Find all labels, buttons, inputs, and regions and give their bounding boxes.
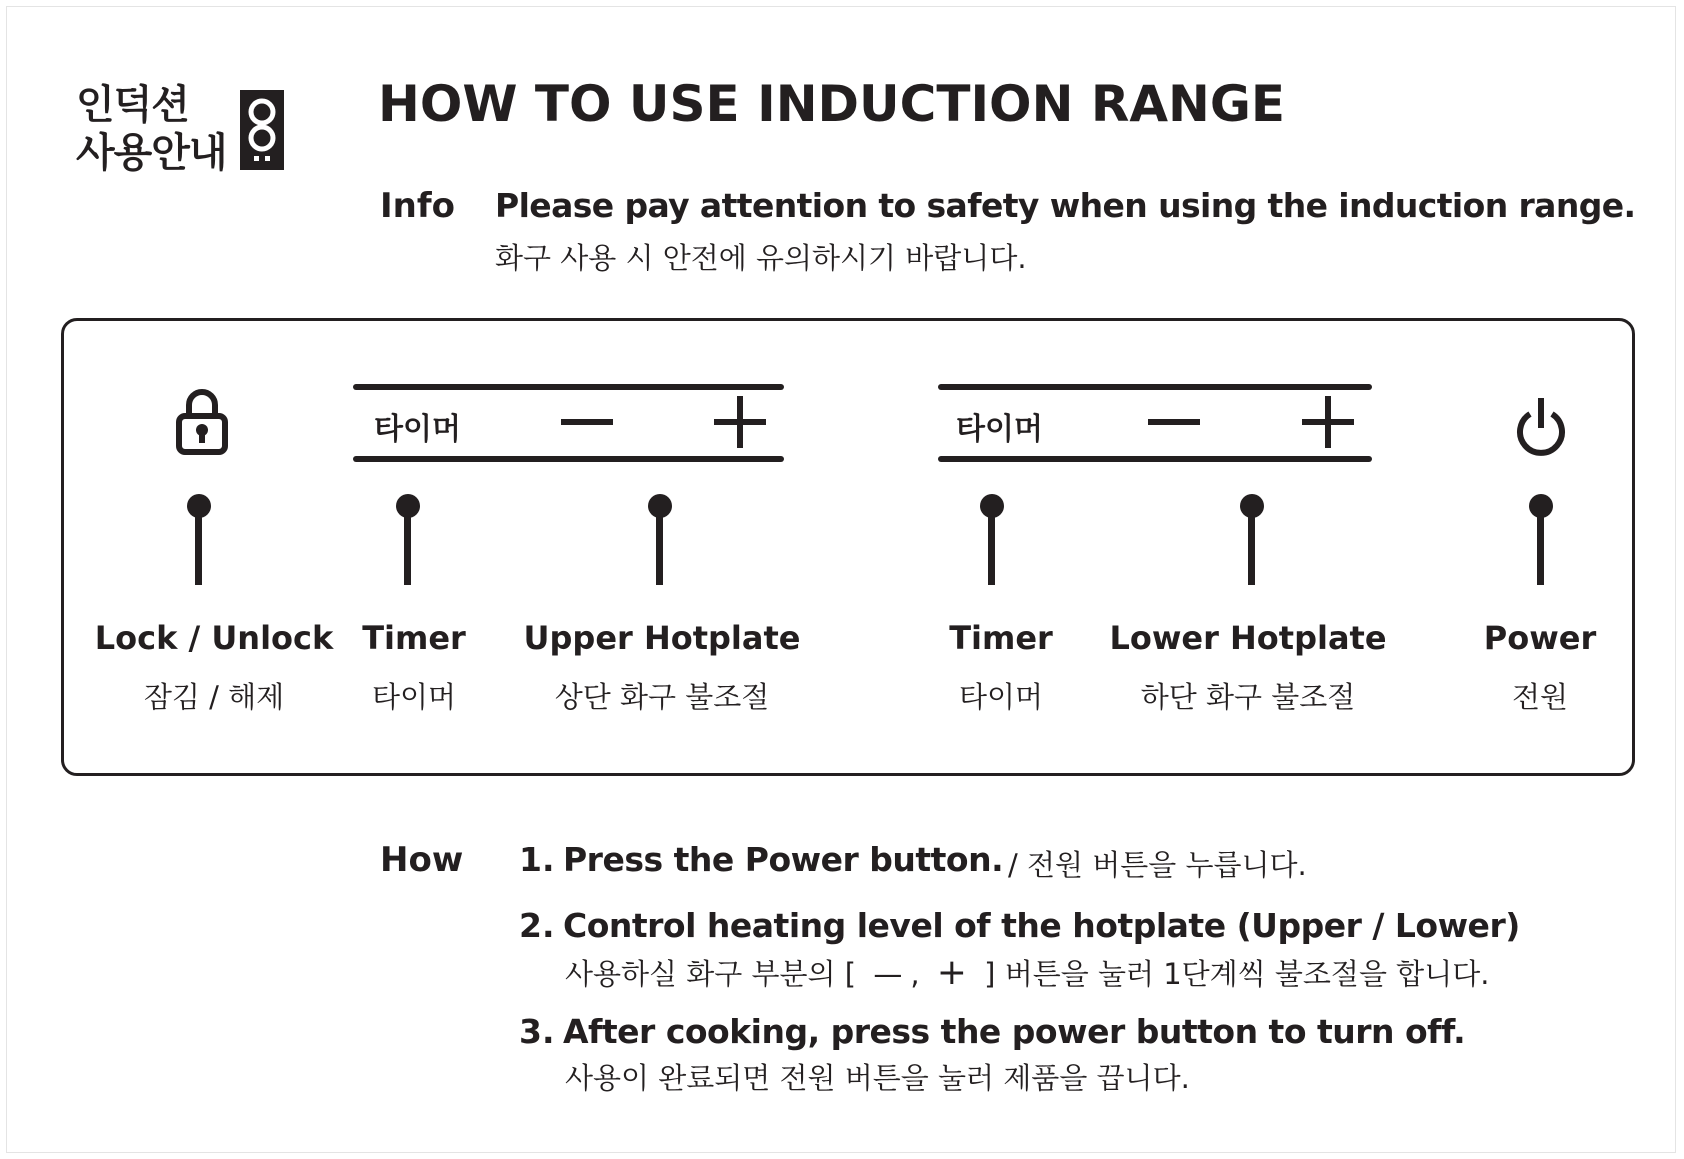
step-3-text: After cooking, press the power button to turn off.: [563, 1012, 1466, 1051]
label-upper-timer-kr: 타이머: [371, 680, 457, 714]
kr-title-line1: 인덕션: [76, 82, 189, 128]
step-2-text: Control heating level of the hotplate (Upper / Lower): [563, 906, 1520, 945]
upper-timer-pointer-stem: [404, 505, 411, 585]
lower-timer-pointer-stem: [988, 505, 995, 585]
label-lower-timer: Timer: [949, 619, 1053, 657]
comma-symbol: ,: [910, 957, 920, 991]
label-upper-hotplate-kr: 상단 화구 불조절: [554, 680, 770, 714]
label-upper-timer: Timer: [362, 619, 466, 657]
lower-hotplate-pointer-stem: [1248, 505, 1255, 585]
step-1-text-kr: / 전원 버튼을 누릅니다.: [1008, 848, 1307, 882]
minus-symbol: —: [873, 957, 903, 991]
label-lower-hotplate-kr: 하단 화구 불조절: [1140, 680, 1356, 714]
info-text-en: Please pay attention to safety when using the induction range.: [495, 186, 1636, 225]
lock-icon[interactable]: [175, 386, 229, 456]
upper-bar-top-line: [353, 384, 784, 390]
label-lock-unlock-kr: 잠김 / 해제: [143, 680, 285, 714]
upper-timer-button[interactable]: 타이머: [374, 412, 461, 447]
lower-plus-button[interactable]: [1302, 396, 1354, 448]
power-pointer-stem: [1537, 505, 1544, 585]
step-2-kr-post: ] 버튼을 눌러 1단계씩 불조절을 합니다.: [984, 957, 1490, 991]
upper-plus-button[interactable]: [714, 396, 766, 448]
label-lower-hotplate: Lower Hotplate: [1109, 619, 1387, 657]
info-text-kr: 화구 사용 시 안전에 유의하시기 바랍니다.: [495, 241, 1027, 275]
label-power: Power: [1483, 619, 1597, 657]
how-label: How: [380, 840, 464, 880]
power-icon[interactable]: [1514, 396, 1568, 456]
lock-pointer-stem: [195, 505, 202, 585]
step-2-number: 2.: [519, 906, 555, 945]
label-power-kr: 전원: [1511, 680, 1569, 714]
step-1-text: Press the Power button.: [563, 840, 1004, 879]
lower-timer-button[interactable]: 타이머: [956, 412, 1043, 447]
label-lower-timer-kr: 타이머: [958, 680, 1044, 714]
step-3-number: 3.: [519, 1012, 555, 1051]
page-title: HOW TO USE INDUCTION RANGE: [378, 75, 1286, 133]
lower-minus-button[interactable]: [1148, 419, 1200, 425]
lower-bar-top-line: [938, 384, 1372, 390]
induction-cooktop-icon: [240, 90, 284, 170]
upper-minus-button[interactable]: [561, 419, 613, 425]
label-lock-unlock: Lock / Unlock: [94, 619, 334, 657]
step-2-text-kr: [565, 952, 1489, 993]
plus-symbol: +: [936, 952, 967, 993]
label-upper-hotplate: Upper Hotplate: [523, 619, 801, 657]
step-2-kr-pre: 사용하실 화구 부분의 [: [565, 957, 857, 991]
lower-bar-bottom-line: [938, 456, 1372, 462]
info-label: Info: [380, 186, 456, 226]
upper-hotplate-pointer-stem: [656, 505, 663, 585]
upper-bar-bottom-line: [353, 456, 784, 462]
step-3-text-kr: 사용이 완료되면 전원 버튼을 눌러 제품을 끕니다.: [565, 1061, 1190, 1095]
control-panel: [61, 318, 1635, 776]
step-1-number: 1.: [519, 840, 555, 879]
kr-title-line2: 사용안내: [76, 130, 227, 176]
